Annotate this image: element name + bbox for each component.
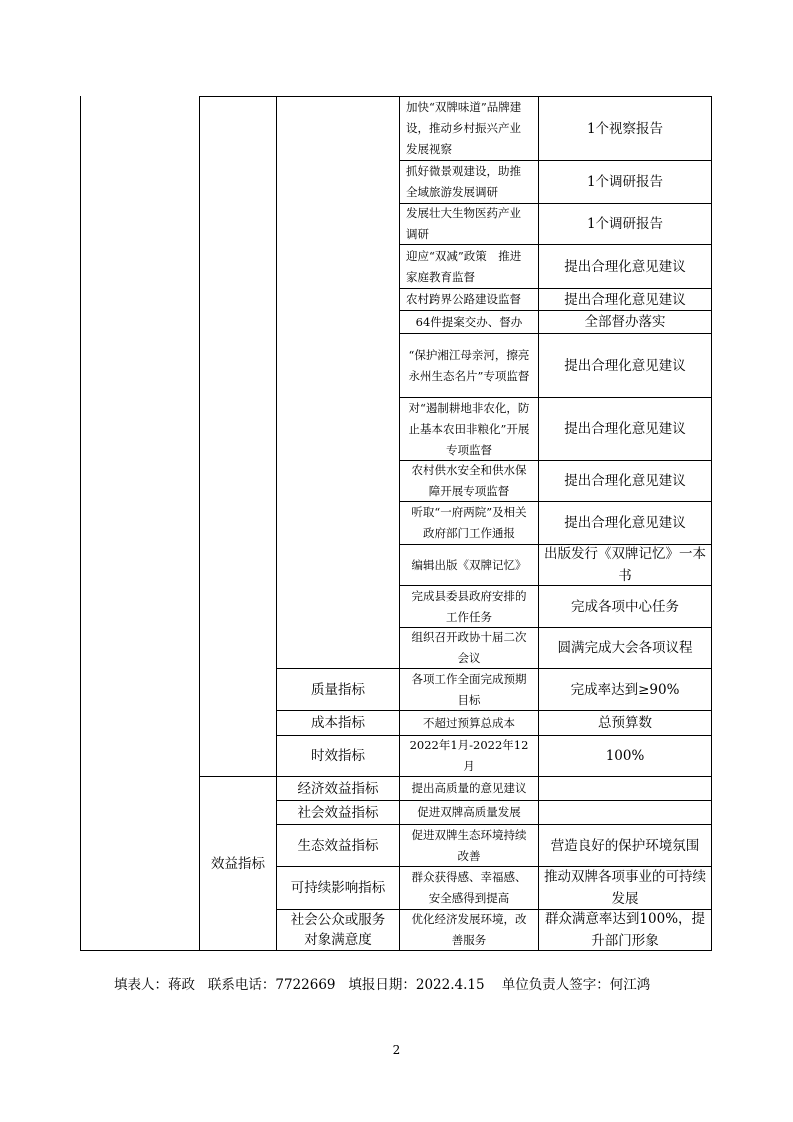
page-number: 2 bbox=[392, 1043, 401, 1057]
signer-name: 何江鸿 bbox=[609, 977, 651, 993]
row-1-value: 1个视察报告 bbox=[586, 120, 664, 137]
benefit-1-label: 经济效益指标 bbox=[297, 780, 379, 797]
form-footer bbox=[114, 973, 650, 993]
phone-number: 7722669 bbox=[275, 977, 336, 993]
row-9-desc: 农村供水安全和供水保障开展专项监督 bbox=[411, 463, 527, 498]
row-11-value: 出版发行《双牌记忆》一本书 bbox=[544, 546, 706, 584]
row-2-value: 1个调研报告 bbox=[586, 174, 664, 190]
row-4-desc: 迎应“双减”政策 推进家庭教育监督 bbox=[406, 248, 522, 284]
row-7-value: 提出合理化意见建议 bbox=[564, 357, 686, 374]
benefit-4-label: 可持续影响指标 bbox=[290, 880, 386, 896]
quality-value: 完成率达到≥90% bbox=[570, 681, 680, 698]
benefit-1-value bbox=[539, 777, 711, 800]
row-5-desc: 农村跨界公路建设监督 bbox=[406, 292, 521, 306]
filler-label: 填表人： bbox=[114, 977, 168, 993]
cost-label: 成本指标 bbox=[311, 715, 365, 731]
benefit-3-value: 营造良好的保护环境氛围 bbox=[550, 837, 700, 854]
row-2-desc: 抓好微景观建设，助推全域旅游发展调研 bbox=[406, 164, 521, 199]
time-value: 100% bbox=[605, 748, 645, 764]
benefit-5-value: 群众满意率达到100%，提升部门形象 bbox=[544, 911, 706, 949]
benefit-3-desc: 促进双牌生态环境持续改善 bbox=[411, 827, 527, 863]
benefit-2-desc: 促进双牌高质量发展 bbox=[417, 805, 521, 819]
row-8-desc: 对“遏制耕地非农化，防止基本农田非粮化”开展专项监督 bbox=[408, 400, 530, 457]
row-12-value: 完成各项中心任务 bbox=[571, 598, 679, 615]
benefit-label: 效益指标 bbox=[211, 855, 265, 872]
date-label: 填报日期： bbox=[348, 977, 416, 993]
report-date: 2022.4.15 bbox=[415, 977, 485, 993]
row-4-value: 提出合理化意见建议 bbox=[564, 258, 686, 275]
phone-label: 联系电话： bbox=[207, 977, 276, 993]
row-6-desc: 64件提案交办、督办 bbox=[415, 314, 523, 329]
benefit-5-label: 社会公众或服务对象满意度 bbox=[290, 912, 386, 948]
benefit-3-label: 生态效益指标 bbox=[297, 837, 379, 854]
benefit-1-desc: 提出高质量的意见建议 bbox=[411, 781, 527, 795]
row-3-value: 1个调研报告 bbox=[586, 216, 664, 232]
row-13-value: 圆满完成大会各项议程 bbox=[557, 640, 693, 656]
benefit-4-value: 推动双牌各项事业的可持续发展 bbox=[544, 869, 706, 907]
row-11-desc: 编辑出版《双牌记忆》 bbox=[411, 557, 527, 572]
row-3-desc: 发展壮大生物医药产业调研 bbox=[406, 206, 521, 241]
time-label: 时效指标 bbox=[311, 748, 365, 764]
row-5-value: 提出合理化意见建议 bbox=[564, 291, 686, 308]
benefit-4-desc: 群众获得感、幸福感、安全感得到提高 bbox=[411, 870, 527, 905]
cost-value: 总预算数 bbox=[598, 715, 652, 731]
row-8-value: 提出合理化意见建议 bbox=[564, 421, 686, 437]
filler-name: 蒋政 bbox=[168, 977, 195, 993]
quality-desc: 各项工作全面完成预期目标 bbox=[411, 671, 527, 707]
benefit-2-label: 社会效益指标 bbox=[297, 804, 379, 821]
benefit-2-value bbox=[539, 801, 711, 824]
row-10-value: 提出合理化意见建议 bbox=[564, 515, 686, 531]
row-13-desc: 组织召开政协十届二次会议 bbox=[411, 630, 527, 665]
benefit-5-desc: 优化经济发展环境，改善服务 bbox=[411, 912, 527, 947]
time-desc: 2022年1月-2022年12月 bbox=[409, 738, 529, 773]
row-10-desc: 听取“一府两院”及相关政府部门工作通报 bbox=[411, 505, 527, 540]
row-6-value: 全部督办落实 bbox=[584, 314, 666, 330]
row-12-desc: 完成县委县政府安排的工作任务 bbox=[411, 588, 527, 624]
quality-label: 质量指标 bbox=[311, 681, 365, 698]
row-9-value: 提出合理化意见建议 bbox=[564, 473, 686, 489]
cost-desc: 不超过预算总成本 bbox=[423, 715, 515, 730]
signer-label: 单位负责人签字： bbox=[501, 977, 610, 993]
row-1-desc: 加快“双牌味道”品牌建设，推动乡村振兴产业发展视察 bbox=[406, 100, 522, 156]
row-7-desc: “保护湘江母亲河，擦亮永州生态名片”专项监督 bbox=[408, 347, 530, 383]
